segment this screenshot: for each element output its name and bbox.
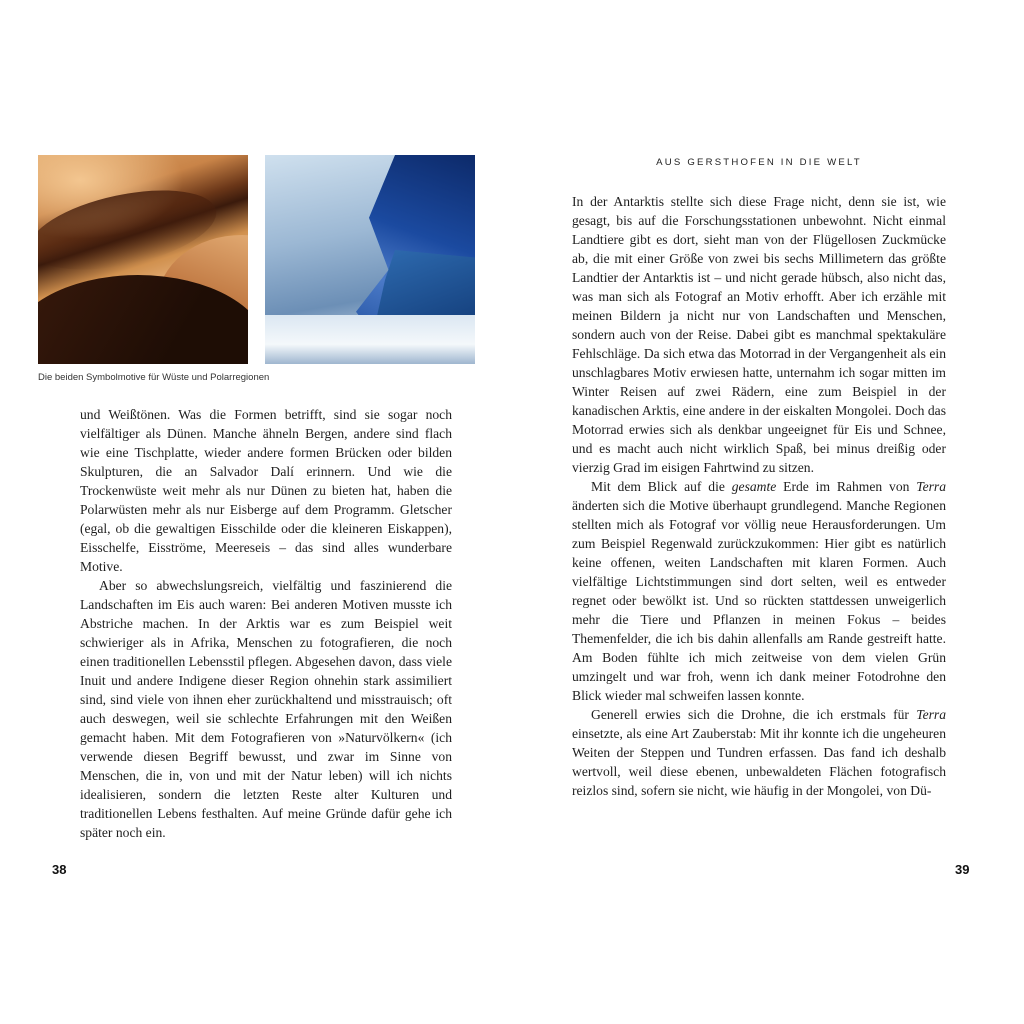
desert-dunes-photo: [38, 155, 248, 364]
book-title: Terra: [916, 479, 946, 494]
left-body-text: [80, 405, 452, 842]
book-title: Terra: [916, 707, 946, 722]
text-span: Erde im Rahmen von: [776, 479, 917, 494]
running-head: AUS GERSTHOFEN IN DIE WELT: [656, 157, 862, 168]
right-body-text: [572, 192, 946, 800]
paragraph: [572, 705, 946, 800]
paragraph: In der Antarktis stellte sich diese Frage nicht, denn sie ist, wie gesagt, bis auf die Forschungsstationen unbewohnt. Nicht einmal Landtiere gibt es dort, sieht man von der Flügellosen Zuckmücke ab, die mit einer Größe von zwei bis sechs Millimetern das größte Landtier der Antarktis ist – und nicht gerade hübsch, also nicht das, was man sich als Fotograf an Motiv erhofft. Aber ich erzähle mit meinen Bildern ja nicht nur von Landschaften und Menschen, sondern auch von der Reise. Dabei gibt es manchmal spektakuläre Fehlschläge. Da sich etwa das Motorrad in der Vergangenheit als ein unschlagbares Motiv erwiesen hatte, unternahm ich sogar mitten im Winter Reisen auf zwei Rädern, eine zum Beispiel in der kanadischen Arktis, eine andere in der eiskalten Mongolei. Doch das Motorrad erwies sich als denkbar ungeeignet für Eis und Schnee, und es macht auch nicht wirklich Spaß, bei minus dreißig oder vierzig Grad im eisigen Fahrtwind zu sitzen.: [572, 194, 946, 475]
text-span: einsetzte, als eine Art Zauberstab: Mit ihr konnte ich die ungeheuren Weiten der Steppen und Tundren erfassen. Das fand ich deshalb wertvoll, weil diese ebenen, unbewaldeten Flächen fotografisch reizlos sind, sofern sie nicht, wie häufig in der Mongolei, von Dü-: [572, 726, 946, 798]
polar-ice-photo: [265, 155, 475, 364]
image-caption: Die beiden Symbolmotive für Wüste und Polarregionen: [38, 372, 270, 383]
ice-ground: [265, 315, 475, 364]
paragraph: [572, 477, 946, 705]
page-number-left: 38: [52, 862, 67, 877]
text-span: Generell erwies sich die Drohne, die ich erstmals für: [591, 707, 917, 722]
ice-floe: [375, 250, 475, 325]
text-span: änderten sich die Motive überhaupt grundlegend. Manche Regionen stellten mich als Fotograf vor völlig neue Herausforderungen. Um zum Beispiel Regenwald zurückzukommen: Hier gibt es natürlich keine offenen, weiten Landschaften mit klaren Formen. Auch vielfältige Lichtstimmungen sind dort selten, weil es entweder regnet oder bewölkt ist. Und so rückten stattdessen unweigerlich mehr die Tiere und Pflanzen in meinen Fokus – beides Themenfelder, die ich bis dahin allenfalls am Rande gestreift hatte. Am Boden fühlte ich mich zeitweise von dem vielen Grün umzingelt und war froh, wenn ich dank meiner Fotodrohne den Blick wieder mal schweifen lassen konnte.: [572, 498, 946, 703]
paragraph: Aber so abwechslungsreich, vielfältig und faszinierend die Landschaften im Eis auch waren: Bei anderen Motiven musste ich Abstriche machen. In der Arktis war es zum Beispiel weit schwieriger als in Afrika, Menschen zu fotografieren, die noch einen traditionellen Lebensstil pflegen. Abgesehen davon, dass viele Inuit und andere Indigene dieser Region ohnehin stark assimiliert sind, sind viele von ihnen eher zurückhaltend und misstrauisch; oft auch deswegen, weil sie schlechte Erfahrungen mit den Weißen gemacht haben. Mit dem Fotografieren von »Naturvölkern« (ich verwende diesen Begriff bewusst, und zwar im Sinne von Menschen, die in, von und mit der Natur leben) will ich nichts idealisieren, sondern die letzten Reste alter Kulturen und traditionellen Lebens festhalten. Auf meine Gründe dafür gehe ich später noch ein.: [80, 578, 452, 840]
text-span: Mit dem Blick auf die: [591, 479, 732, 494]
page-number-right: 39: [955, 862, 970, 877]
paragraph: und Weißtönen. Was die Formen betrifft, sind sie sogar noch vielfältiger als Dünen. Manche ähneln Bergen, andere sind flach wie eine Tischplatte, wieder andere formen Brücken oder bilden Skulpturen, die an Salvador Dalí erinnern. Und wie die Trockenwüste weit mehr als nur Dünen zu bieten hat, haben die Polarwüsten mehr als nur Eisberge auf dem Programm. Gletscher (egal, ob die gewaltigen Eisschilde oder die kleineren Eiskappen), Eisschelfe, Eisströme, Meereseis – das sind alles wunderbare Motive.: [80, 407, 452, 574]
emphasis: gesamte: [731, 479, 777, 494]
